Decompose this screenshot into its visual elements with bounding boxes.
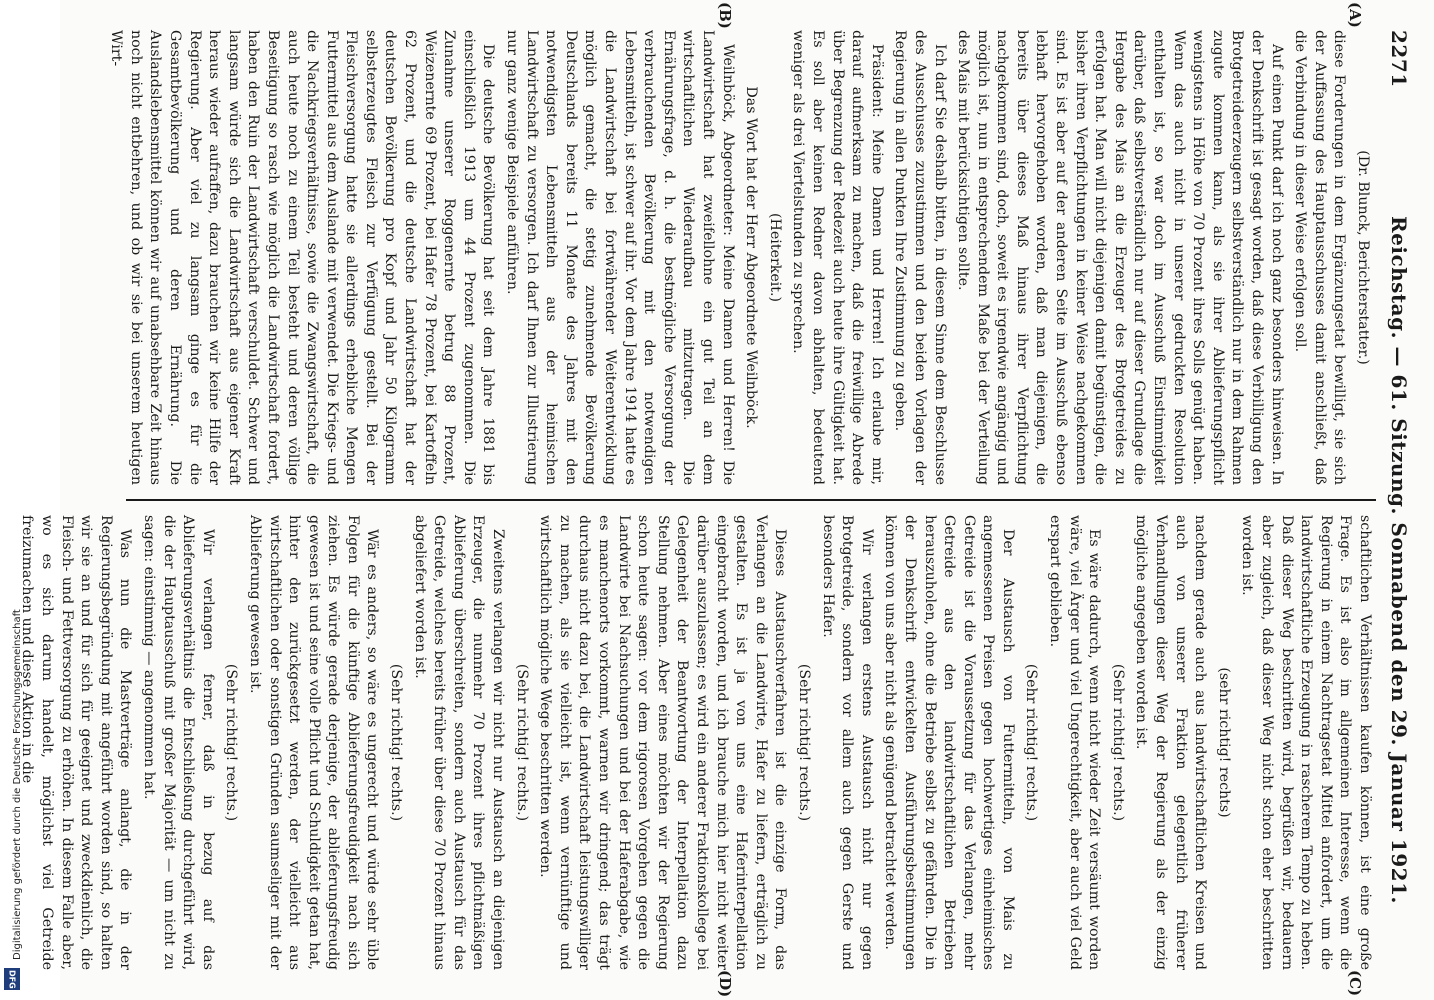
paragraph: Wär es anders, so wäre es ungerecht und würde sehr üble Folgen für die künftige Ablieferungsfreudigkeit nach sich ziehen. Es würde gerade derjenige, der ablieferungsfreudig gewesen ist und seine volle Pflicht und Schuldigkeit getan hat, hinter den zurückgesetzt werden, der vielleicht aus wirtschaftlichen oder sonstigen Gründen saumseliger mit der Ablieferung gewesen ist.: [246, 515, 381, 970]
paragraph: Es wäre dadurch, wenn nicht wieder Zeit versäumt worden wäre, viel Ärger und viel Ungerechtigkeit, aber auch viel Geld erspart geblieben.: [1047, 515, 1103, 970]
paragraph: (Heiterkeit.): [766, 213, 783, 302]
dfg-logo: DFG: [4, 968, 20, 990]
paragraph: (Dr. Blunck, Berichterstatter.): [1355, 150, 1371, 365]
paragraph: Weilnböck, Abgeordneter: Meine Damen und Herren! Die Landwirtschaft hat zweifellohne ein gut Teil an dem wirtschaftlichen Wiederaufbau mitzutragen. Die Ernährungsfrage, d. h. die bestmögliche Versorgung der verbrauchenden Bevölkerung mit den notwendigen Lebensmitteln, ist schwer auf ihr. Vor dem Jahre 1914 hatte es die Landwirtschaft bei fortwährender Weiterentwicklung möglich gemacht, die stetig zunehmende Bevölkerung Deutschlands bereits 11 Monate des Jahres mit den notwendigsten Lebensmitteln aus der heimischen Landwirtschaft zu versorgen. Ich darf Ihnen zur Illustrierung nur ganz wenige Beispiele anführen.: [504, 30, 736, 485]
paragraph: Das Wort hat der Herr Abgeordnete Weilnböck.: [743, 86, 760, 429]
text-column-left: [108, 30, 1374, 485]
paragraph: Der Austausch von Futtermitteln, von Mais zu angemessenen Preisen gegen hochwertiges einheimisches Getreide ist die Voraussetzung für das Verlangen, mehr Getreide aus den landwirtschaftlichen Betrieben herauszuholen, ohne die Betriebe selbst zu gefährden. Die in der Denkschrift entwickelten Ausführungsbestimmungen können von uns aber nicht als genügend betrachtet werden.: [882, 515, 1016, 970]
paragraph: Präsident: Meine Damen und Herren! Ich erlaube mir, darauf aufmerksam zu machen, daß die freiwillige Abrede über Begrenzung der Redezeit auch heute ihre Gültigkeit hat. Es soll aber keinen Redner davon abhalten, bedeutend weniger als drei Viertelstunden zu sprechen.: [790, 30, 885, 485]
rotated-page-content: [19, 0, 1434, 1000]
paragraph: nachdem gerade auch aus landwirtschaftlichen Kreisen und auch von unserer Fraktion gelegentlich früherer Verhandlungen dieser Weg der Regierung als der einzig mögliche angegeben worden ist.: [1133, 515, 1209, 970]
paragraph: (Sehr richtig! rechts.): [223, 663, 240, 822]
margin-marker-d: (D): [716, 970, 734, 998]
paragraph: (Sehr richtig! rechts.): [1023, 663, 1040, 822]
paragraph: (Sehr richtig! rechts.): [513, 663, 530, 822]
column-divider: [126, 499, 1376, 501]
scanned-page: [19, 0, 1434, 1000]
page-number: 2271: [1387, 30, 1411, 88]
paragraph: diese Forderungen in dem Ergänzungsetat bewilligt, sie sich der Auffassung des Hauptausschusses damit anschließt, daß die Verbindung in dieser Weise erfolgen soll.: [1292, 30, 1348, 485]
margin-marker-a: (A): [1346, 2, 1364, 28]
paragraph: (Sehr richtig! rechts.): [388, 663, 405, 822]
paragraph: schaftlichen Verhältnissen kaufen können, ist eine große Frage. Es ist also im allgemeinen Interesse, wenn die Regierung in einem Nachtragsetat Mittel anfordert, um die landwirtschaftliche Erzeugung in rascherem Tempo zu heben. Daß dieser Weg beschritten wird, begrüßen wir, bedauern aber zugleich, daß dieser Weg nicht schon eher beschritten worden ist.: [1239, 515, 1373, 970]
paragraph: Die deutsche Bevölkerung hat seit dem Jahre 1881 bis einschließlich 1913 um 44 Prozent zugenommen. Die Zunahme unserer Roggenernte betrug 88 Prozent, Weizenernte 69 Prozent, bei Hafer 78 Prozent, bei Kartoffeln 62 Prozent, und die deutsche Landwirtschaft hat der deutschen Bevölkerung pro Kopf und Jahr 50 Kilogramm selbsterzeugtes Fleisch zur Verfügung gestellt. Bei der Fleischversorgung hatte sie allerdings erhebliche Mengen Futtermittel aus dem Auslande mit verwendet. Die Kriegs- und die Nachkriegsverhältnisse, sowie die Zwangswirtschaft, die auch heute noch zu einem Teil besteht und deren völlige Beseitigung so rasch wie möglich die Landwirtschaft fordert, haben den Ruin der Landwirtschaft verschuldet. Schwer und langsam würde sich die Landwirtschaft aus eigener Kraft heraus wieder aufraffen, dazu brauchen wir keine Hilfe der Regierung. Aber viel zu langsam ginge es für die Gesamtbevölkerung und deren Ernährung. Die Auslandslebensmittel können wir auf unabsehbare Zeit hinaus noch nicht entbehren, und ob wir sie bei unserem heutigen Wirt-: [108, 30, 497, 485]
paragraph: Auf einen Punkt darf ich noch ganz besonders hinweisen. In der Denkschrift ist gesagt worden, daß diese Verbilligung den Brotgetreideerzeugern selbstverständlich nur in dem Rahmen zugute kommen kann, als sie ihrer Ablieferungspflicht wenigstens in Höhe von 70 Prozent ihres Solls genügt haben. Wenn das auch nicht in unserer gedruckten Resolution enthalten ist, so war doch im Ausschuß Einstimmigkeit darüber, daß selbstverständlich nur auf dieser Grundlage die Hergabe des Mais an die Erzeuger des Brotgetreides zu erfolgen hat. Man will nicht diejenigen damit begünstigen, die bisher ihren Verpflichtungen in keiner Weise nachgekommen sind. Es ist aber auf der anderen Seite im Ausschuß ebenso lebhaft hervorgehoben worden, daß man diejenigen, die bereits über dieses Maß hinaus ihrer Verpflichtung nachgekommen sind, doch, soweit es irgendwie angängig und möglich ist, nun in entsprechendem Maße bei der Verteilung des Mais mit berücksichtigen sollte.: [955, 30, 1285, 485]
paragraph: (Sehr richtig! rechts.): [1109, 663, 1126, 822]
page-header-title: Reichstag. — 61. Sitzung. Sonnabend den 29. Januar 1921.: [1387, 216, 1411, 904]
page-header: [1382, 30, 1416, 970]
paragraph: Ich darf Sie deshalb bitten, in diesem Sinne dem Beschlusse des Ausschusses zuzustimmen und den beiden Vorlagen der Regierung in allen Punkten Ihre Zustimmung zu geben.: [892, 30, 948, 485]
text-column-right: [19, 515, 1374, 970]
digitization-credit: [6, 10, 46, 980]
paragraph: Wir verlangen erstens Austausch nicht nur gegen Brotgetreide, sondern vor allem auch gegen Gerste und besonders Hafer.: [819, 515, 875, 970]
paragraph: Was nun die Mastverträge anlangt, die in der Regierungsbegründung mit angeführt worden sind, so halten wir sie an und für sich für geeignet und zweckdienlich, die Fleisch- und Fettversorgung zu erhöhen. In diesem Falle aber, wo es sich darum handelt, möglichst viel Getreide freizumachen und diese Aktion in die: [19, 515, 134, 970]
margin-marker-c: (C): [1346, 970, 1364, 997]
paragraph: Wir verlangen ferner, daß in bezug auf das Ablieferungsverhältnis die Entschließung durchgeführt wird, die der Hauptausschuß mit großer Majorität — um nicht zu sagen: einstimmig — angenommen hat.: [140, 515, 216, 970]
paragraph: (Sehr richtig! rechts.): [795, 663, 812, 822]
digitization-credit-text: Digitalisierung gefördert durch die Deutsche Forschungsgemeinschaft: [12, 609, 23, 960]
paragraph: Zweitens verlangen wir nicht nur Austausch an diejenigen Erzeuger, die nunmehr 70 Prozent ihres pflichtmäßigen Ablieferung überschreiten, sondern auch Austausch für das Getreide, welches bereits früher über diese 70 Prozent hinaus abgeliefert worden ist.: [411, 515, 507, 970]
paragraph: Dieses Austauschverfahren ist die einzige Form, das Verlangen an die Landwirte, Hafer zu liefern, erträglich zu gestalten. Es ist ja von uns eine Haferinterpellation eingebracht worden, und ich brauche mich hier nicht weiter darüber auszulassen; es wird ein anderer Fraktionskollege bei Gelegenheit der Beantwortung der Interpellation dazu Stellung nehmen. Aber eines möchten wir der Regierung schon heute sagen: vor dem rigorosen Vorgehen gegen die Landwirte bei Nachsuchungen und bei der Haferabgabe, wie es manchenorts vorkommt, warnen wir dringend; das trägt durchaus nicht dazu bei, die Landwirtschaft leistungswilliger zu machen, als sie vielleicht ist, wenn vernünftige und wirtschaftlich mögliche Wege beschritten werden.: [537, 515, 789, 970]
margin-marker-b: (B): [716, 2, 734, 29]
paragraph: (sehr richtig! rechts): [1215, 667, 1232, 818]
